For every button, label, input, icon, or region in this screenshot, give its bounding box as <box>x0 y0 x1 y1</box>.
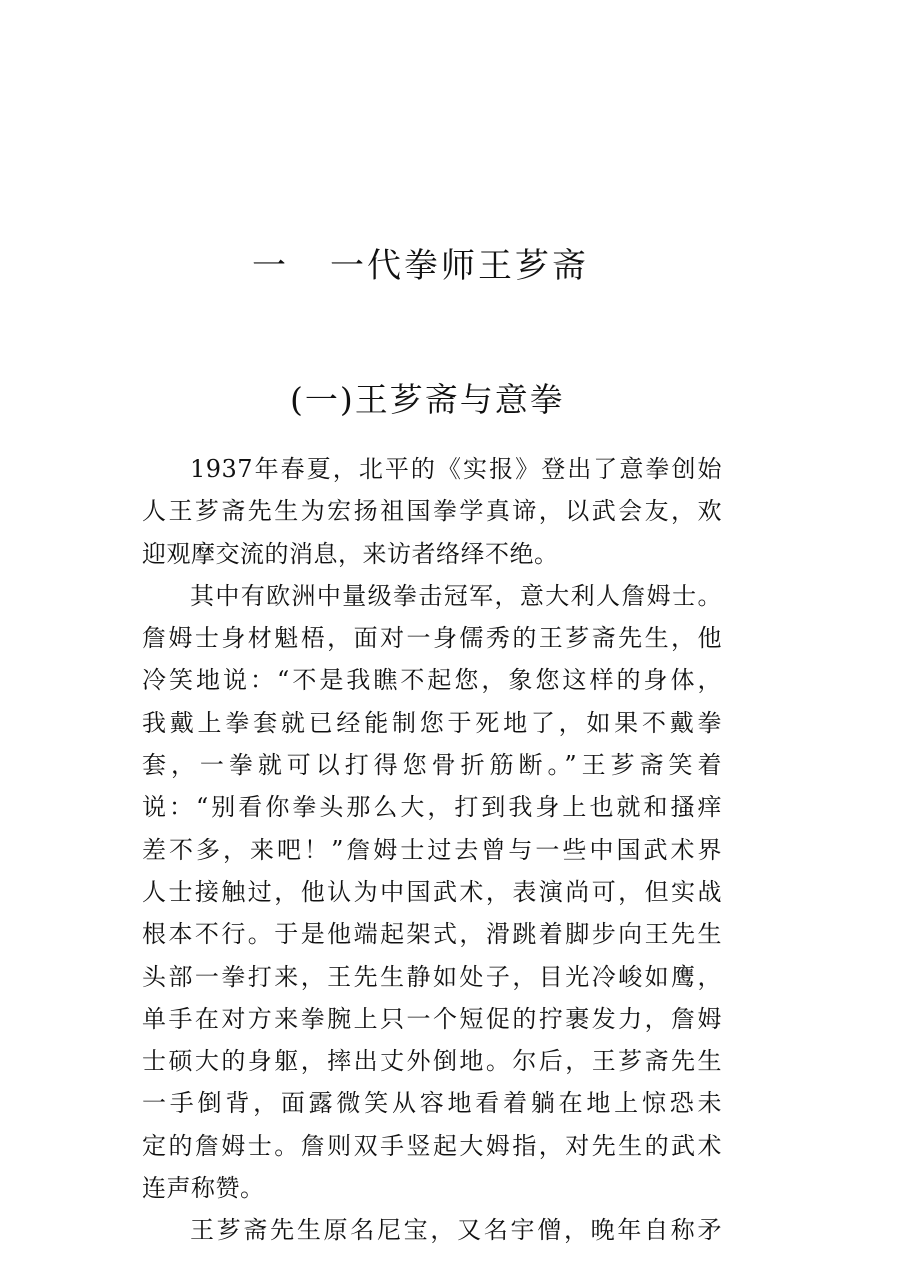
paragraph-line: 我戴上拳套就已经能制您于死地了，如果不戴拳 <box>142 708 722 737</box>
paragraph-line: 定的詹姆士。詹则双手竖起大姆指，对先生的武术 <box>142 1131 722 1160</box>
paragraph-line: 根本不行。于是他端起架式，滑跳着脚步向王先生 <box>142 920 722 949</box>
paragraph-line: 人士接触过，他认为中国武术，表演尚可，但实战 <box>142 877 722 906</box>
paragraph-line: 套，一拳就可以打得您骨折筋断。”王芗斋笑着 <box>142 751 722 780</box>
paragraph-line: 詹姆士身材魁梧，面对一身儒秀的王芗斋先生，他 <box>142 624 722 653</box>
chapter-title: 一代拳师王芗斋 <box>330 246 589 286</box>
paragraph-line: 冷笑地说：“不是我瞧不起您，象您这样的身体， <box>142 666 722 695</box>
paragraph-line: 差不多，来吧！”詹姆士过去曾与一些中国武术界 <box>142 835 722 864</box>
paragraph-line: 头部一拳打来，王先生静如处子，目光冷峻如鹰， <box>142 962 722 991</box>
paragraph-line: 一手倒背，面露微笑从容地看着躺在地上惊恐未 <box>142 1089 722 1118</box>
paragraph-line: 人王芗斋先生为宏扬祖国拳学真谛，以武会友，欢 <box>142 497 722 526</box>
paragraph-line: 迎观摩交流的消息，来访者络绎不绝。 <box>142 539 559 568</box>
body-text <box>142 448 722 1252</box>
chapter-number: 一 <box>252 246 289 286</box>
chapter-heading <box>252 240 672 292</box>
paragraph-line: 王芗斋先生原名尼宝，又名宇僧，晚年自称矛 <box>190 1216 722 1245</box>
paragraph-line: 说：“别看你拳头那么大，打到我身上也就和搔痒 <box>142 793 722 822</box>
paragraph-line: 士硕大的身躯，摔出丈外倒地。尔后，王芗斋先生 <box>142 1047 722 1076</box>
paragraph-line: 1937年春夏，北平的《实报》登出了意拳创始 <box>190 455 722 483</box>
paragraph-line: 其中有欧洲中量级拳击冠军，意大利人詹姆士。 <box>190 581 722 610</box>
section-title: (一)王芗斋与意拳 <box>290 380 565 419</box>
paragraph-line: 单手在对方来拳腕上只一个短促的拧裹发力，詹姆 <box>142 1004 722 1033</box>
paragraph-line: 连声称赞。 <box>142 1174 265 1203</box>
